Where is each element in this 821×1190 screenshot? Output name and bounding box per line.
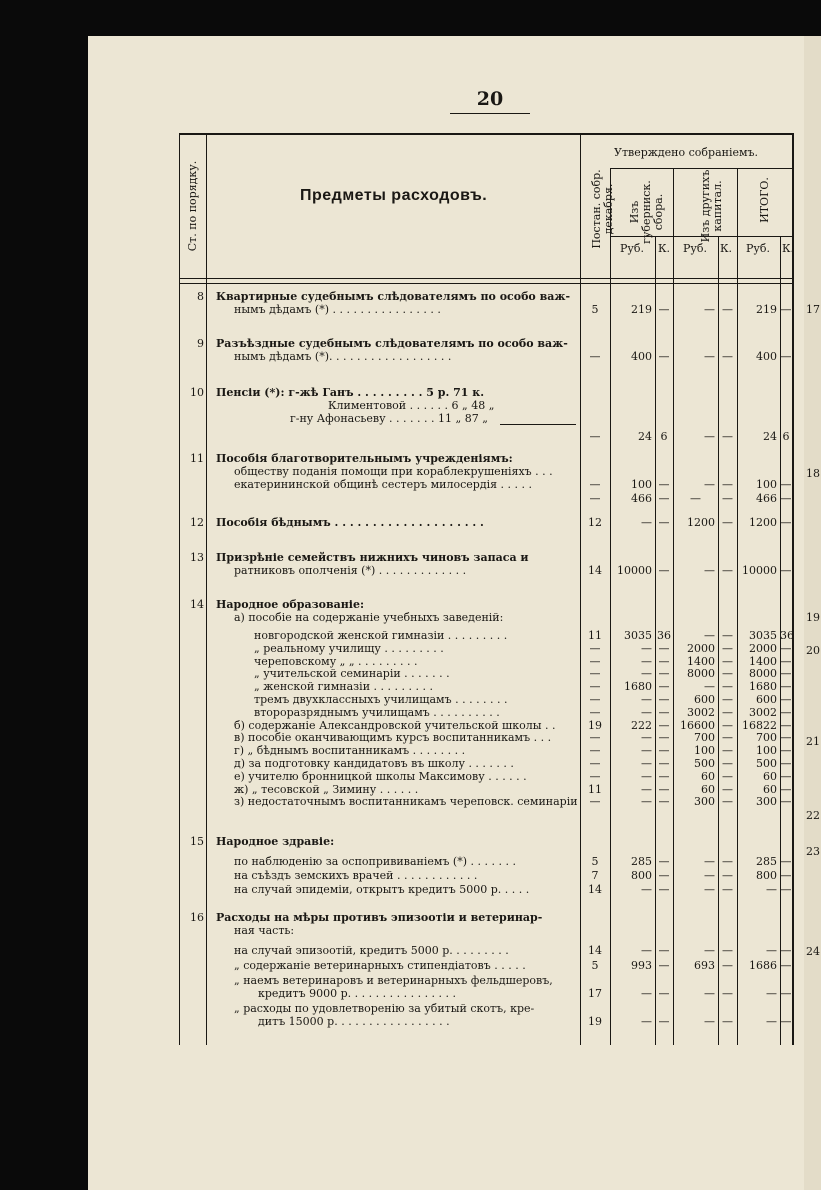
cell-t-r: 1400 [749, 654, 777, 668]
cell-g-r: — [641, 693, 652, 706]
edu-line: е) учителю бронницкой школы Максимову . . . . . . [234, 769, 527, 783]
cell-post: 17 [588, 987, 602, 1000]
edu-line: з) недостаточнымъ воспитанникамъ череповск. семинаріи [234, 795, 578, 809]
cell-t-k: — [780, 705, 792, 719]
cell-post: 5 [591, 959, 599, 972]
edu-line: череповскому „ „ . . . . . . . . . [254, 654, 418, 668]
cell-t-k: — [780, 718, 792, 732]
cell-g-r: — [641, 654, 652, 668]
cell-o-k: — [722, 654, 733, 668]
cell-o-k: — [722, 869, 733, 882]
cell-o-k: — [722, 795, 733, 809]
cell-t-k: — [780, 478, 792, 491]
cell-post: — [589, 705, 601, 719]
cell-g-r: 400 [631, 350, 652, 363]
cell-o-r: — [704, 987, 715, 1000]
pension-sum-line [500, 424, 576, 425]
cell-o-k: — [722, 1015, 733, 1028]
edu-line: „ учительской семинаріи . . . . . . . [254, 667, 450, 681]
cell-t-r: 700 [756, 731, 777, 745]
cell-g-k: — [658, 883, 670, 896]
edu-line: „ женской гимназіи . . . . . . . . . [254, 680, 433, 694]
table-left-border [179, 133, 180, 1045]
cell-o-r: 60 [701, 769, 715, 783]
row-line: Климентовой . . . . . . 6 „ 48 „ [328, 399, 495, 412]
cell-g-k: — [658, 855, 670, 868]
row-line: Разъѣздные судебнымъ слѣдователямъ по особо важ- [216, 337, 568, 350]
cell-t-k: — [780, 667, 792, 681]
cell-g-k: — [658, 795, 670, 809]
cell-o-k: — [722, 667, 733, 681]
cell-o-r: — [704, 883, 715, 896]
cell-o-r: — [704, 869, 715, 882]
cell-g-k: — [658, 757, 670, 770]
cell-g-k: — [658, 705, 670, 719]
cell-g-r: — [641, 944, 652, 957]
cell-g-k: — [658, 693, 670, 706]
cell-t-r: 100 [756, 478, 777, 491]
total-rub-label: Руб. [746, 242, 770, 255]
cell-t-r: 24 [763, 430, 777, 443]
cell-g-r: 100 [631, 478, 652, 491]
cell-g-k: 36 [657, 629, 671, 642]
cell-t-r: 800 [756, 869, 777, 882]
cell-g-r: — [641, 883, 652, 896]
cell-o-k: — [722, 492, 733, 505]
cell-o-k: — [722, 303, 733, 316]
cell-o-r: — [690, 492, 701, 505]
cell-g-r: 222 [631, 718, 652, 732]
cell-o-k: — [722, 782, 733, 796]
edu-line: новгородской женской гимназіи . . . . . . . . . [254, 629, 508, 642]
other-kop-label: К. [720, 242, 733, 255]
cell-o-r: 300 [694, 795, 715, 809]
cell-t-r: 60 [763, 782, 777, 796]
cell-post: — [589, 757, 601, 770]
row-line: екатерининской общинѣ сестеръ милосердія . . . . . [234, 478, 533, 491]
cell-t-r: 1686 [749, 959, 777, 972]
cell-o-k: — [722, 718, 733, 732]
cell-t-k: — [780, 1015, 792, 1028]
next-page-row-number: 19 [806, 611, 820, 624]
row-number: 9 [197, 337, 204, 350]
cell-o-r: 1400 [687, 654, 715, 668]
next-page-row-number: 24 [806, 945, 820, 958]
cell-o-r: — [704, 944, 715, 957]
cell-post: — [589, 667, 601, 681]
row-number: 16 [190, 911, 204, 924]
cell-t-k: — [780, 869, 792, 882]
cell-t-r: 3035 [749, 629, 777, 642]
row-line: нымъ дѣдамъ (*) . . . . . . . . . . . . . . . . [234, 303, 441, 316]
cell-g-k: — [658, 987, 670, 1000]
cell-t-k: — [780, 782, 792, 796]
cell-g-k: — [658, 769, 670, 783]
cell-post: — [589, 795, 601, 809]
cell-o-r: — [704, 680, 715, 694]
row-number: 12 [190, 516, 204, 529]
cell-post: — [589, 641, 601, 655]
cell-g-k: — [658, 782, 670, 796]
cell-post: — [589, 693, 601, 706]
cell-t-r: 219 [756, 303, 777, 316]
cell-post: — [589, 492, 601, 505]
cell-t-k: — [780, 795, 792, 809]
edu-line: б) содержаніе Александровской учительской школы . . [234, 718, 556, 732]
cell-g-k: — [658, 744, 670, 758]
next-page-row-number: 18 [806, 467, 820, 480]
cell-post: — [589, 430, 601, 443]
cell-post: 11 [588, 782, 602, 796]
cell-g-r: 3035 [624, 629, 652, 642]
cell-t-k: — [780, 492, 792, 505]
col-gub-divider [673, 168, 674, 1045]
cell-t-r: 16822 [742, 718, 777, 732]
page-number-underline [450, 113, 530, 114]
next-page-row-number: 23 [806, 845, 820, 858]
cell-o-k: — [722, 641, 733, 655]
cell-g-r: 285 [631, 855, 652, 868]
row-line: Призрѣніе семействъ нижнихъ чиновъ запаса и [216, 551, 529, 564]
cell-post: 14 [588, 883, 602, 896]
cell-o-k: — [722, 629, 733, 642]
row-line: а) пособіе на содержаніе учебныхъ заведеній: [234, 611, 504, 624]
cell-g-k: — [658, 564, 670, 577]
cell-t-r: 466 [756, 492, 777, 505]
cell-g-r: 219 [631, 303, 652, 316]
col-total-header: ИТОГО. [758, 177, 771, 223]
approved-header: Утверждено собраніемъ. [614, 146, 759, 159]
cell-t-k: — [780, 744, 792, 758]
cell-t-r: 1680 [749, 680, 777, 694]
cell-t-r: 8000 [749, 667, 777, 681]
cell-g-r: 800 [631, 869, 652, 882]
col-post-header: Постан. собр. декабря. [590, 169, 615, 249]
edu-line: тремъ двухклассныхъ училищамъ . . . . . . . . [254, 693, 508, 706]
vet-line: „ расходы по удовлетворенію за убитый скотъ, кре- [234, 1002, 535, 1015]
cell-t-r: 60 [763, 769, 777, 783]
col-other-divider [737, 168, 738, 1045]
cell-o-r: 100 [694, 744, 715, 758]
cell-t-k: — [780, 654, 792, 668]
cell-o-k: — [722, 680, 733, 694]
cell-o-k: — [722, 769, 733, 783]
row-line: Пособія благотворительнымъ учрежденіямъ: [216, 452, 513, 465]
cell-post: 11 [588, 629, 602, 642]
cell-o-k: — [722, 757, 733, 770]
cell-post: — [589, 654, 601, 668]
cell-post: 19 [588, 718, 602, 732]
cell-g-k: — [658, 303, 670, 316]
cell-o-r: — [704, 303, 715, 316]
edu-line: второразряднымъ училищамъ . . . . . . . . . . [254, 705, 500, 719]
cell-t-k: — [780, 303, 792, 316]
row-line: г-ну Афонасьеву . . . . . . . 11 „ 87 „ [290, 412, 488, 425]
row-line: Народное образованіе: [216, 598, 365, 611]
cell-g-r: 1680 [624, 680, 652, 694]
cell-g-k: — [658, 492, 670, 505]
cell-o-k: — [722, 731, 733, 745]
row-line: обществу поданія помощи при кораблекрушеніяхъ . . . [234, 465, 553, 478]
cell-o-r: 3002 [687, 705, 715, 719]
cell-t-k: — [780, 855, 792, 868]
row-number: 14 [190, 598, 204, 611]
total-kop-label: К. [782, 242, 795, 255]
cell-g-r: 466 [631, 492, 652, 505]
cell-g-r: 993 [631, 959, 652, 972]
cell-t-r: 400 [756, 350, 777, 363]
health-line: на съѣздъ земскихъ врачей . . . . . . . . . . . . [234, 869, 478, 882]
cell-t-r: — [766, 944, 777, 957]
cell-o-r: 693 [694, 959, 715, 972]
row-line: Народное здравіе: [216, 835, 335, 848]
row-number: 15 [190, 835, 204, 848]
cell-t-k: — [780, 731, 792, 745]
col-subject-header: Предметы расходовъ. [300, 187, 488, 204]
cell-post: — [589, 478, 601, 491]
cell-t-k: 6 [782, 430, 790, 443]
vet-line: „ наемъ ветеринаровъ и ветеринарныхъ фельдшеровъ, [234, 974, 553, 987]
cell-t-r: — [766, 1015, 777, 1028]
cell-g-r: — [641, 757, 652, 770]
cell-g-k: — [658, 641, 670, 655]
edu-line: д) за подготовку кандидатовъ въ школу . . . . . . . [234, 757, 514, 770]
cell-g-k: — [658, 944, 670, 957]
cell-o-r: — [704, 478, 715, 491]
cell-t-r: — [766, 883, 777, 896]
cell-o-r: 8000 [687, 667, 715, 681]
col-order-divider [206, 133, 207, 1045]
row-line: Пособія бѣднымъ . . . . . . . . . . . . . . . . . . . . [216, 516, 484, 529]
cell-post: 14 [588, 944, 602, 957]
col-other-header: Изъ другихъ капитал. [699, 169, 724, 243]
cell-g-r: — [641, 744, 652, 758]
gub-rub-label: Руб. [620, 242, 644, 255]
cell-o-k: — [722, 705, 733, 719]
cell-g-k: — [658, 667, 670, 681]
health-line: по наблюденію за оспопрививаніемъ (*) . . . . . . . [234, 855, 516, 868]
next-page-row-number: 17 [806, 303, 820, 316]
cell-g-r: 10000 [617, 564, 652, 577]
cell-t-r: 600 [756, 693, 777, 706]
cell-post: 14 [588, 564, 602, 577]
cell-g-r: — [641, 516, 652, 529]
cell-t-r: 300 [756, 795, 777, 809]
cell-t-r: 10000 [742, 564, 777, 577]
cell-post: 12 [588, 516, 602, 529]
cell-g-k: 6 [660, 430, 668, 443]
cell-post: 19 [588, 1015, 602, 1028]
cell-o-r: 60 [701, 782, 715, 796]
cell-g-r: — [641, 1015, 652, 1028]
cell-g-r: — [641, 667, 652, 681]
cell-post: — [589, 731, 601, 745]
cell-t-k: — [780, 987, 792, 1000]
cell-g-k: — [658, 869, 670, 882]
cell-o-r: 16600 [680, 718, 715, 732]
edu-line: в) пособіе оканчивающимъ курсъ воспитанникамъ . . . [234, 731, 552, 745]
row-line: Квартирные судебнымъ слѣдователямъ по особо важ- [216, 290, 571, 303]
cell-t-r: 2000 [749, 641, 777, 655]
cell-o-k: — [722, 478, 733, 491]
row-number: 11 [190, 452, 204, 465]
cell-post: 5 [591, 855, 599, 868]
cell-g-k: — [658, 718, 670, 732]
cell-g-k: — [658, 680, 670, 694]
cell-o-k: — [722, 744, 733, 758]
row-line: нымъ дѣдамъ (*). . . . . . . . . . . . . . . . . . [234, 350, 452, 363]
cell-t-r: — [766, 987, 777, 1000]
cell-o-r: — [704, 350, 715, 363]
cell-t-k: — [780, 641, 792, 655]
cell-post: 5 [591, 303, 599, 316]
cell-g-r: — [641, 731, 652, 745]
cell-g-k: — [658, 478, 670, 491]
cell-o-k: — [722, 516, 733, 529]
health-line: на случай эпидеміи, открытъ кредитъ 5000 р. . . . . [234, 883, 530, 896]
page-number: 20 [476, 88, 504, 110]
row-number: 13 [190, 551, 204, 564]
cell-o-r: 700 [694, 731, 715, 745]
row-line: Расходы на мѣры противъ эпизоотіи и ветеринар- [216, 911, 543, 924]
col-order-header: Ст. по порядку. [186, 160, 199, 252]
cell-g-r: — [641, 987, 652, 1000]
cell-o-k: — [722, 855, 733, 868]
cell-post: — [589, 350, 601, 363]
cell-o-k: — [722, 959, 733, 972]
cell-t-r: 3002 [749, 705, 777, 719]
edu-line: „ реальному училищу . . . . . . . . . [254, 641, 444, 655]
cell-o-r: 1200 [687, 516, 715, 529]
cell-g-k: — [658, 350, 670, 363]
cell-o-r: — [704, 629, 715, 642]
cell-t-k: — [780, 516, 792, 529]
cell-o-k: — [722, 944, 733, 957]
cell-g-k: — [658, 654, 670, 668]
vet-line: „ содержаніе ветеринарныхъ стипендіатовъ . . . . . [234, 959, 526, 972]
next-page-row-number: 22 [806, 809, 820, 822]
edu-line: ж) „ тесовской „ Зимину . . . . . . [234, 782, 419, 796]
cell-g-r: — [641, 795, 652, 809]
cell-o-k: — [722, 693, 733, 706]
col-post-divider [610, 168, 611, 1045]
cell-post: — [589, 769, 601, 783]
next-page-row-number: 20 [806, 644, 820, 657]
cell-t-r: 500 [756, 757, 777, 770]
cell-g-r: — [641, 705, 652, 719]
row-line: ная часть: [234, 924, 295, 937]
cell-o-k: — [722, 430, 733, 443]
vet-line: на случай эпизоотій, кредитъ 5000 р. . . . . . . . . [234, 944, 509, 957]
cell-t-k: — [780, 350, 792, 363]
cell-t-k: — [780, 564, 792, 577]
gub-kop-label: К. [658, 242, 671, 255]
cell-g-r: — [641, 641, 652, 655]
cell-g-k: — [658, 516, 670, 529]
header-bottom-border-2 [179, 283, 792, 284]
table-top-border [179, 133, 792, 135]
other-rub-label: Руб. [683, 242, 707, 255]
cell-t-k: — [780, 680, 792, 694]
cell-o-r: — [704, 564, 715, 577]
cell-o-r: — [704, 1015, 715, 1028]
cell-o-k: — [722, 350, 733, 363]
row-line: ратниковъ ополченія (*) . . . . . . . . . . . . . [234, 564, 467, 577]
cell-t-r: 285 [756, 855, 777, 868]
col-subject-divider [580, 133, 581, 1045]
cell-t-k: — [780, 959, 792, 972]
next-page-row-number: 21 [806, 735, 820, 748]
cell-t-k: 36 [780, 629, 794, 642]
cell-g-k: — [658, 959, 670, 972]
cell-o-k: — [722, 883, 733, 896]
cell-t-k: — [780, 769, 792, 783]
cell-o-k: — [722, 987, 733, 1000]
row-number: 8 [197, 290, 204, 303]
cell-t-k: — [780, 944, 792, 957]
cell-o-k: — [722, 564, 733, 577]
header-bottom-border [179, 278, 792, 279]
cell-t-r: 1200 [749, 516, 777, 529]
cell-g-r: — [641, 769, 652, 783]
row-number: 10 [190, 386, 204, 399]
vet-line: кредитъ 9000 р. . . . . . . . . . . . . . . . [258, 987, 457, 1000]
row-line: Пенсіи (*): г-жѣ Ганъ . . . . . . . . . 5 р. 71 к. [216, 386, 485, 399]
cell-g-r: — [641, 782, 652, 796]
cell-post: — [589, 680, 601, 694]
cell-t-k: — [780, 693, 792, 706]
cell-post: 7 [591, 869, 599, 882]
table-right-border [792, 133, 794, 1045]
cell-g-k: — [658, 1015, 670, 1028]
cell-o-r: 600 [694, 693, 715, 706]
cell-o-r: 500 [694, 757, 715, 770]
cell-t-k: — [780, 757, 792, 770]
cell-t-r: 100 [756, 744, 777, 758]
vet-line: дитъ 15000 р. . . . . . . . . . . . . . . . . [258, 1015, 450, 1028]
cell-g-r: 24 [638, 430, 652, 443]
cell-post: — [589, 744, 601, 758]
cell-o-r: — [704, 855, 715, 868]
col-gub-header: Изъ губерниск. сбора. [628, 180, 665, 244]
cell-o-r: — [704, 430, 715, 443]
cell-g-k: — [658, 731, 670, 745]
cell-o-r: 2000 [687, 641, 715, 655]
edu-line: г) „ бѣднымъ воспитанникамъ . . . . . . . . [234, 744, 466, 758]
cell-t-k: — [780, 883, 792, 896]
